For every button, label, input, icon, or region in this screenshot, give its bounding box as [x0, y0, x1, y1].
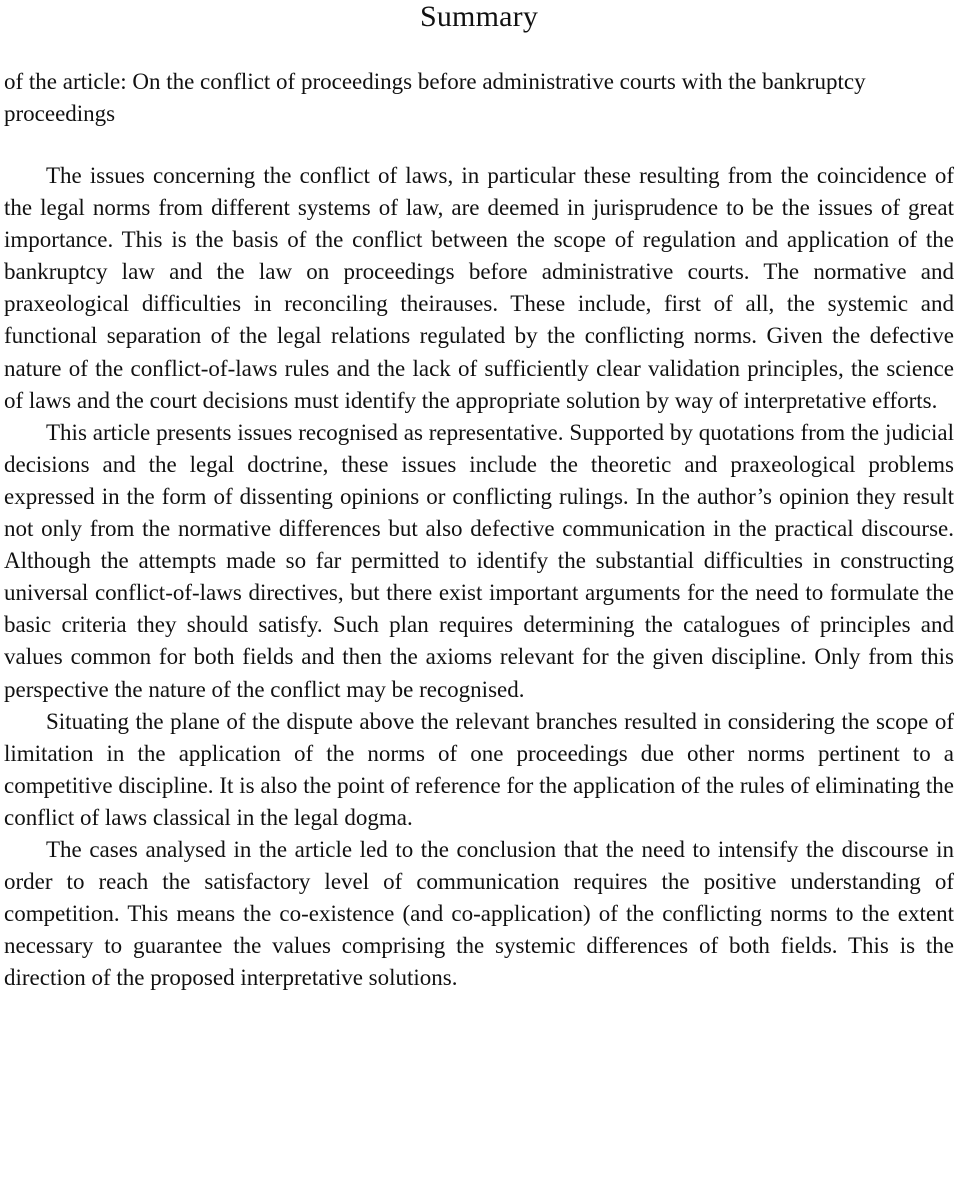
document-page	[4, 0, 954, 994]
summary-body	[4, 160, 954, 994]
paragraph-3: Situating the plane of the dispute above the relevant branches resulted in considering the scope of limitation in the application of the norms of one proceedings due other norms pertinent to a competitive discipline. It is also the point of reference for the application of the rules of eliminating the conflict of laws classical in the legal dogma.	[4, 708, 954, 830]
article-subtitle: of the article: On the conflict of proceedings before administrative courts with the bankruptcy proceedings	[4, 69, 866, 126]
paragraph-4: The cases analysed in the article led to the conclusion that the need to intensify the discourse in order to reach the satisfactory level of communication requires the positive understanding of competition. This means the co-existence (and co-application) of the conflicting norms to the extent necessary to guarantee the values comprising the systemic differences of both fields. This is the direction of the proposed interpretative solutions.	[4, 836, 954, 991]
paragraph-1: The issues concerning the conflict of laws, in particular these resulting from the coincidence of the legal norms from different systems of law, are deemed in jurisprudence to be the issues of great importance. This is the basis of the conflict between the scope of regulation and application of the bankruptcy law and the law on proceedings before administrative courts. The normative and praxeological difficulties in reconciling theirauses. These include, first of all, the systemic and functional separation of the legal relations regulated by the conflicting norms. Given the defective nature of the conflict-of-laws rules and the lack of sufficiently clear validation principles, the science of laws and the court decisions must identify the appropriate solution by way of interpretative efforts.	[4, 163, 954, 413]
page-title: Summary	[419, 0, 539, 33]
paragraph-2: This article presents issues recognised as representative. Supported by quotations from the judicial decisions and the legal doctrine, these issues include the theoretic and praxeological problems expressed in the form of dissenting opinions or conflicting rulings. In the author’s opinion they result not only from the normative differences but also defective communication in the practical discourse. Although the attempts made so far permitted to identify the substantial difficulties in constructing universal conflict-of-laws directives, but there exist important arguments for the need to formulate the basic criteria they should satisfy. Such plan requires determining the catalogues of principles and values common for both fields and then the axioms relevant for the given discipline. Only from this perspective the nature of the conflict may be recognised.	[4, 419, 954, 702]
